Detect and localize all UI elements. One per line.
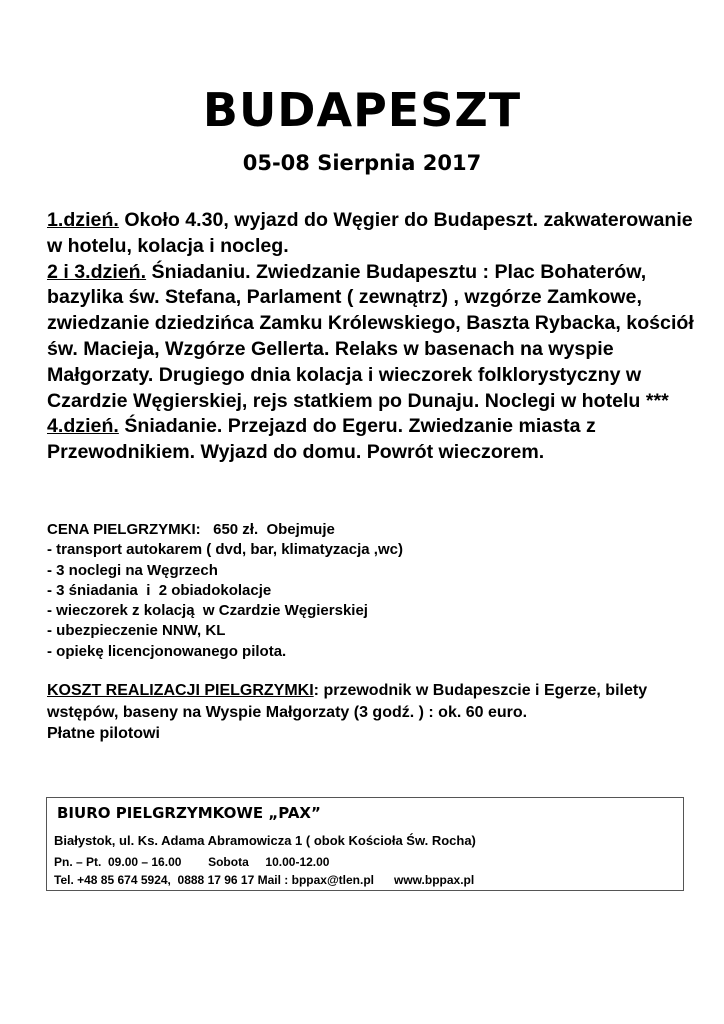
day-1-text: Około 4.30, wyjazd do Węgier do Budapeszt. zakwaterowanie w hotelu, kolacja i nocleg.	[47, 209, 693, 257]
program-day-2-3	[47, 260, 697, 415]
day-4-label: 4.dzień.	[47, 415, 119, 438]
extra-costs-text: przewodnik w Budapeszcie i Egerze, bilety wstępów, baseny na Wyspie Małgorzaty (3 godź. ) : ok. 60 euro.	[47, 682, 648, 721]
office-contact: Tel. +48 85 674 5924, 0888 17 96 17 Mail : bppax@tlen.pl www.bppax.pl	[54, 873, 475, 887]
day-2-3-label: 2 i 3.dzień.	[47, 260, 147, 283]
price-item: - opiekę licencjonowanego pilota.	[47, 642, 287, 660]
office-name: BIURO PIELGRZYMKOWE „PAX”	[57, 804, 321, 822]
trip-dates: 05-08 Sierpnia 2017	[242, 151, 482, 175]
extra-costs-label: KOSZT REALIZACJI PIELGRZYMKI	[47, 682, 314, 699]
price-heading: CENA PIELGRZYMKI: 650 zł. Obejmuje	[47, 521, 335, 538]
office-hours: Pn. – Pt. 09.00 – 16.00 Sobota 10.00-12.00	[54, 855, 330, 869]
extra-costs-note: Płatne pilotowi	[47, 725, 160, 742]
office-contact-box	[46, 797, 684, 891]
price-item: - wieczorek z kolacją w Czardzie Węgierskiej	[47, 602, 368, 620]
trip-program	[47, 208, 697, 466]
page-title: BUDAPESZT	[202, 83, 522, 137]
extra-costs-paragraph	[47, 680, 707, 723]
day-4-text: Śniadanie. Przejazd do Egeru. Zwiedzanie miasta z Przewodnikiem. Wyjazd do domu. Powrót wieczorem.	[47, 415, 596, 464]
price-item: - ubezpieczenie NNW, KL	[47, 622, 226, 640]
price-item: - 3 śniadania i 2 obiadokolacje	[47, 581, 272, 599]
day-2-3-text: Śniadaniu. Zwiedzanie Budapesztu : Plac Bohaterów, bazylika św. Stefana, Parlament ( zewnątrz) , wzgórze Zamkowe, zwiedzanie dziedzińca Zamku Królewskiego, Baszta Rybacka, kościół św. Macieja, Wzgórze Gellerta. Relaks w basenach na wyspie Małgorzaty. Drugiego dnia kolacja i wieczorek folklorystyczny w Czardzie Węgierskiej, rejs statkiem po Dunaju. Noclegi w hotelu ***	[47, 260, 694, 412]
program-day-1	[47, 208, 697, 260]
extra-costs-section	[47, 680, 707, 745]
office-address: Białystok, ul. Ks. Adama Abramowicza 1 ( obok Kościoła Św. Rocha)	[54, 833, 476, 848]
price-item: - 3 noclegi na Węgrzech	[47, 561, 218, 579]
program-day-4	[47, 414, 697, 466]
extra-costs-colon: :	[313, 682, 319, 699]
price-section	[47, 520, 697, 662]
day-1-label: 1.dzień.	[47, 209, 119, 231]
price-item: - transport autokarem ( dvd, bar, klimatyzacja ,wc)	[47, 541, 403, 559]
